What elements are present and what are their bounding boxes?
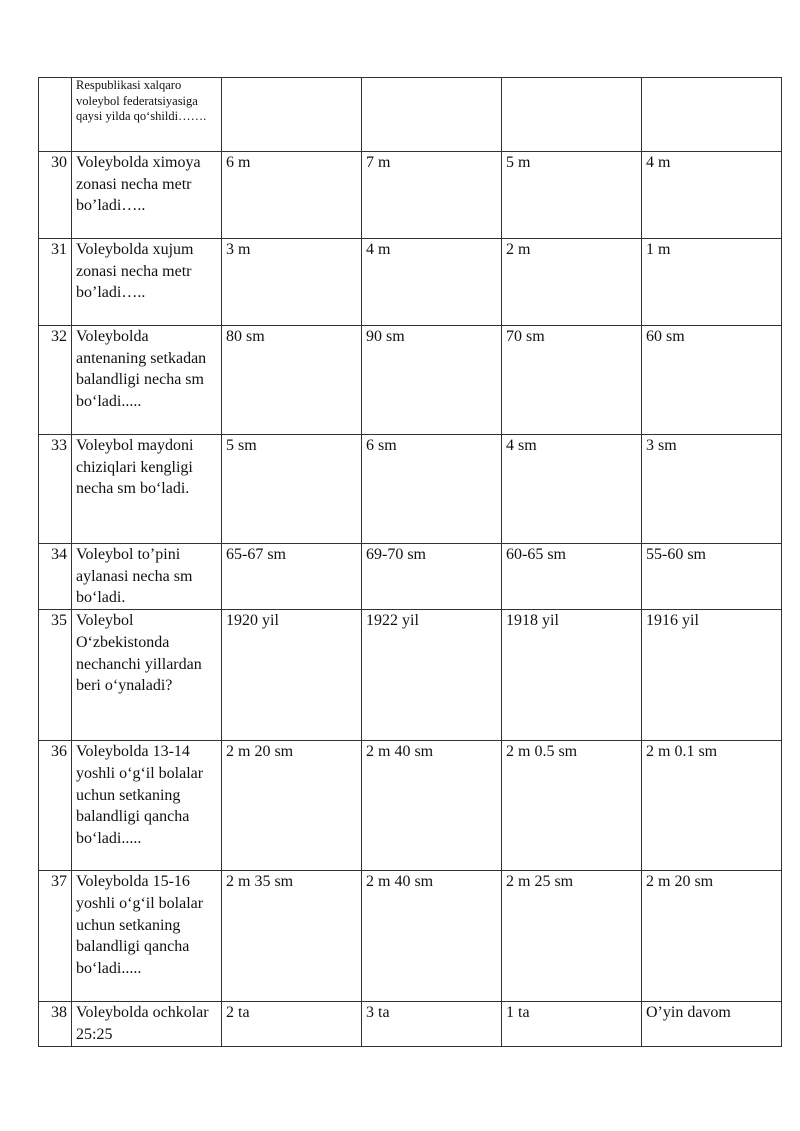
table-row [39,610,782,741]
answer-option-d: 1 m [642,239,782,326]
table-row [39,78,782,152]
question-number: 32 [39,326,72,435]
answer-option-b: 90 sm [362,326,502,435]
table-row [39,435,782,544]
question-text: Voleybolda 15-16 yoshli o‘g‘il bolalar uchun setkaning balandligi qancha bo‘ladi..... [72,871,222,1002]
question-number: 33 [39,435,72,544]
answer-option-a: 6 m [222,152,362,239]
answer-option-d: 2 m 0.1 sm [642,741,782,871]
question-text: Voleybolda antenaning setkadan balandligi necha sm bo‘ladi..... [72,326,222,435]
answer-option-c: 60-65 sm [502,544,642,610]
table-row [39,871,782,1002]
answer-option-d: 2 m 20 sm [642,871,782,1002]
answer-option-d [642,78,782,152]
question-number: 38 [39,1002,72,1046]
question-text: Voleybolda xujum zonasi necha metr bo’ladi….. [72,239,222,326]
answer-option-d: 60 sm [642,326,782,435]
answer-option-a: 2 m 35 sm [222,871,362,1002]
answer-option-d: O’yin davom [642,1002,782,1046]
answer-option-a: 80 sm [222,326,362,435]
question-number: 31 [39,239,72,326]
answer-option-b: 7 m [362,152,502,239]
answer-option-b: 69-70 sm [362,544,502,610]
answer-option-b: 2 m 40 sm [362,871,502,1002]
answer-option-c: 70 sm [502,326,642,435]
question-text: Voleybolda ximoya zonasi necha metr bo’ladi….. [72,152,222,239]
question-number: 30 [39,152,72,239]
question-text: Voleybolda 13-14 yoshli o‘g‘il bolalar uchun setkaning balandligi qancha bo‘ladi..... [72,741,222,871]
answer-option-c: 2 m 25 sm [502,871,642,1002]
question-text: Voleybol to’pini aylanasi necha sm bo‘ladi. [72,544,222,610]
question-number: 35 [39,610,72,741]
answer-option-a: 65-67 sm [222,544,362,610]
question-text: Voleybolda ochkolar 25:25 [72,1002,222,1046]
answer-option-a: 3 m [222,239,362,326]
answer-option-b [362,78,502,152]
answer-option-a: 2 ta [222,1002,362,1046]
table-row [39,239,782,326]
answer-option-b: 4 m [362,239,502,326]
answer-option-c: 4 sm [502,435,642,544]
answer-option-a [222,78,362,152]
table-row [39,326,782,435]
answer-option-c: 1 ta [502,1002,642,1046]
answer-option-d: 55-60 sm [642,544,782,610]
answer-option-a: 5 sm [222,435,362,544]
answer-option-c: 5 m [502,152,642,239]
answer-option-d: 1916 yil [642,610,782,741]
answer-option-a: 2 m 20 sm [222,741,362,871]
table-row [39,1002,782,1046]
answer-option-c: 2 m 0.5 sm [502,741,642,871]
answer-option-a: 1920 yil [222,610,362,741]
question-text: Voleybol maydoni chiziqlari kengligi necha sm bo‘ladi. [72,435,222,544]
answer-option-c [502,78,642,152]
question-text: Voleybol O‘zbekistonda nechanchi yillardan beri o‘ynaladi? [72,610,222,741]
answer-option-b: 2 m 40 sm [362,741,502,871]
answer-option-b: 1922 yil [362,610,502,741]
answer-option-b: 6 sm [362,435,502,544]
answer-option-d: 3 sm [642,435,782,544]
quiz-table [38,77,782,1047]
question-text: Respublikasi xalqaro voleybol federatsiyasiga qaysi yilda qo‘shildi……. [72,78,222,152]
answer-option-c: 1918 yil [502,610,642,741]
question-number: 34 [39,544,72,610]
question-number: 37 [39,871,72,1002]
question-number [39,78,72,152]
table-row [39,741,782,871]
table-row [39,152,782,239]
answer-option-d: 4 m [642,152,782,239]
answer-option-c: 2 m [502,239,642,326]
question-number: 36 [39,741,72,871]
table-row [39,544,782,610]
answer-option-b: 3 ta [362,1002,502,1046]
